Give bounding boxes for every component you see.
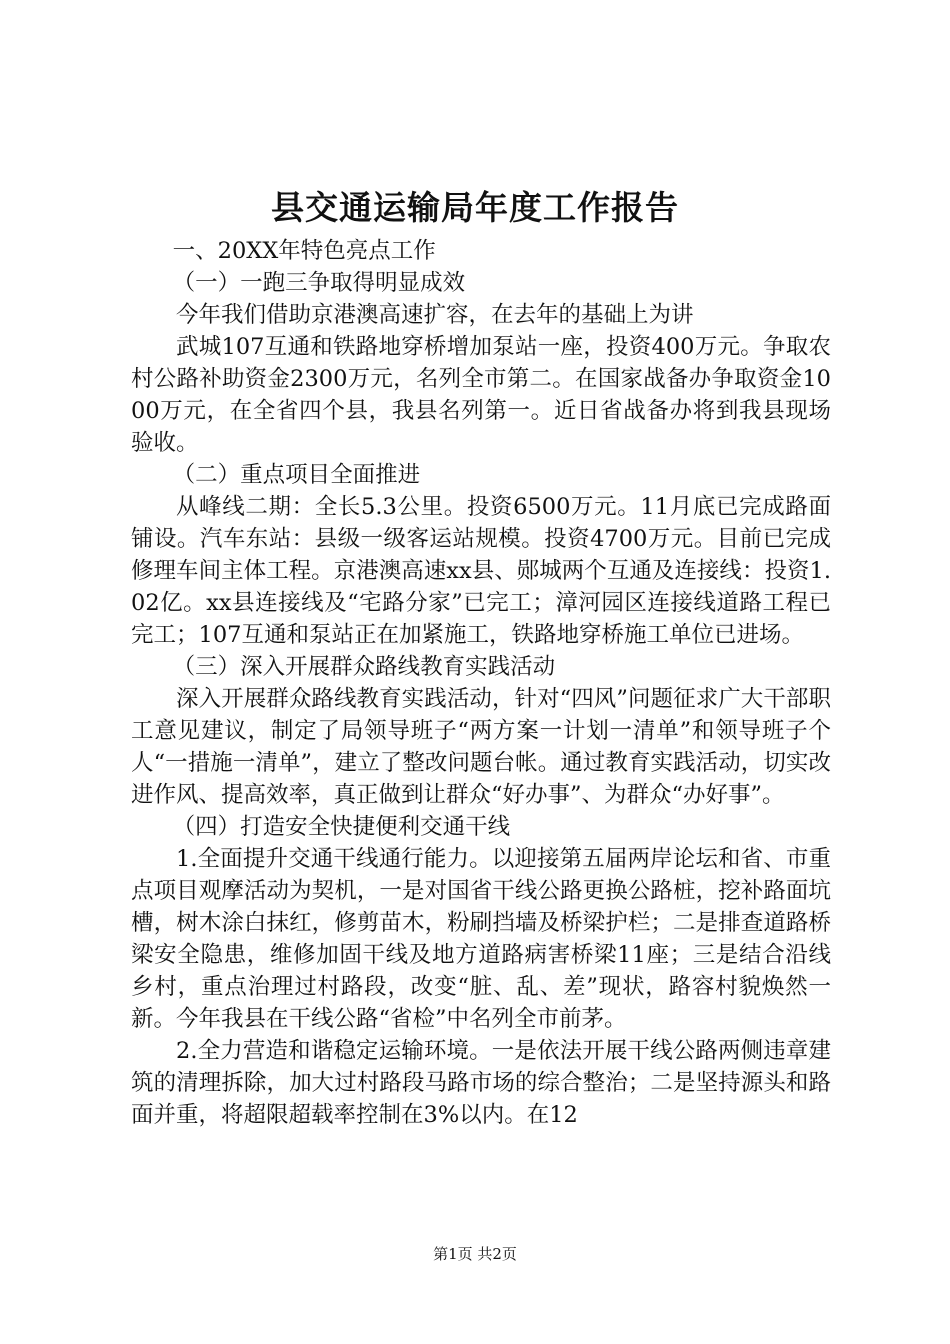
body-paragraph: 武城107互通和铁路地穿桥增加泵站一座，投资400万元。争取农村公路补助资金2300万元，名列全市第二。在国家战备办争取资金1000万元，在全省四个县，我县名列第一。近日省战备办将到我县现场验收。 (131, 334, 831, 456)
subsection-heading: （一）一跑三争取得明显成效 (172, 270, 466, 296)
body-paragraph: 今年我们借助京港澳高速扩容，在去年的基础上为讲 (176, 302, 694, 328)
body-paragraph: 1.全面提升交通干线通行能力。以迎接第五届两岸论坛和省、市重点项目观摩活动为契机，一是对国省干线公路更换公路桩，挖补路面坑槽，树木涂白抹红，修剪苗木，粉刷挡墙及桥梁护栏；二是排查道路桥梁安全隐患，维修加固干线及地方道路病害桥梁11座；三是结合沿线乡村，重点治理过村路段，改变“脏、乱、差”现状，路容村貌焕然一新。今年我县在干线公路“省检”中名列全市前茅。 (131, 846, 831, 1032)
body-paragraph: 从峰线二期：全长5.3公里。投资6500万元。11月底已完成路面铺设。汽车东站：县级一级客运站规模。投资4700万元。目前已完成修理车间主体工程。京港澳高速xx县、郧城两个互通及连接线：投资1.02亿。xx县连接线及“宅路分家”已完工；漳河园区连接线道路工程已完工；107互通和泵站正在加紧施工，铁路地穿桥施工单位已进场。 (131, 494, 831, 648)
body-paragraph: 深入开展群众路线教育实践活动，针对“四风”问题征求广大干部职工意见建议，制定了局领导班子“两方案一计划一清单”和领导班子个人“一措施一清单”，建立了整改问题台帐。通过教育实践活动，切实改进作风、提高效率，真正做到让群众“好办事”、为群众“办好事”。 (131, 686, 831, 808)
document-title: 县交通运输局年度工作报告 (271, 188, 679, 227)
subsection-heading: （二）重点项目全面推进 (172, 462, 421, 488)
section-heading: 一、20XX年特色亮点工作 (172, 238, 436, 264)
subsection-heading: （三）深入开展群众路线教育实践活动 (172, 654, 556, 680)
body-paragraph: 2.全力营造和谐稳定运输环境。一是依法开展干线公路两侧违章建筑的清理拆除，加大过村路段马路市场的综合整治；二是坚持源头和路面并重，将超限超载率控制在3%以内。在12 (131, 1038, 831, 1128)
page-footer: 第1页 共2页 (433, 1245, 517, 1263)
document-body (131, 235, 831, 1131)
subsection-heading: （四）打造安全快捷便利交通干线 (172, 814, 511, 840)
